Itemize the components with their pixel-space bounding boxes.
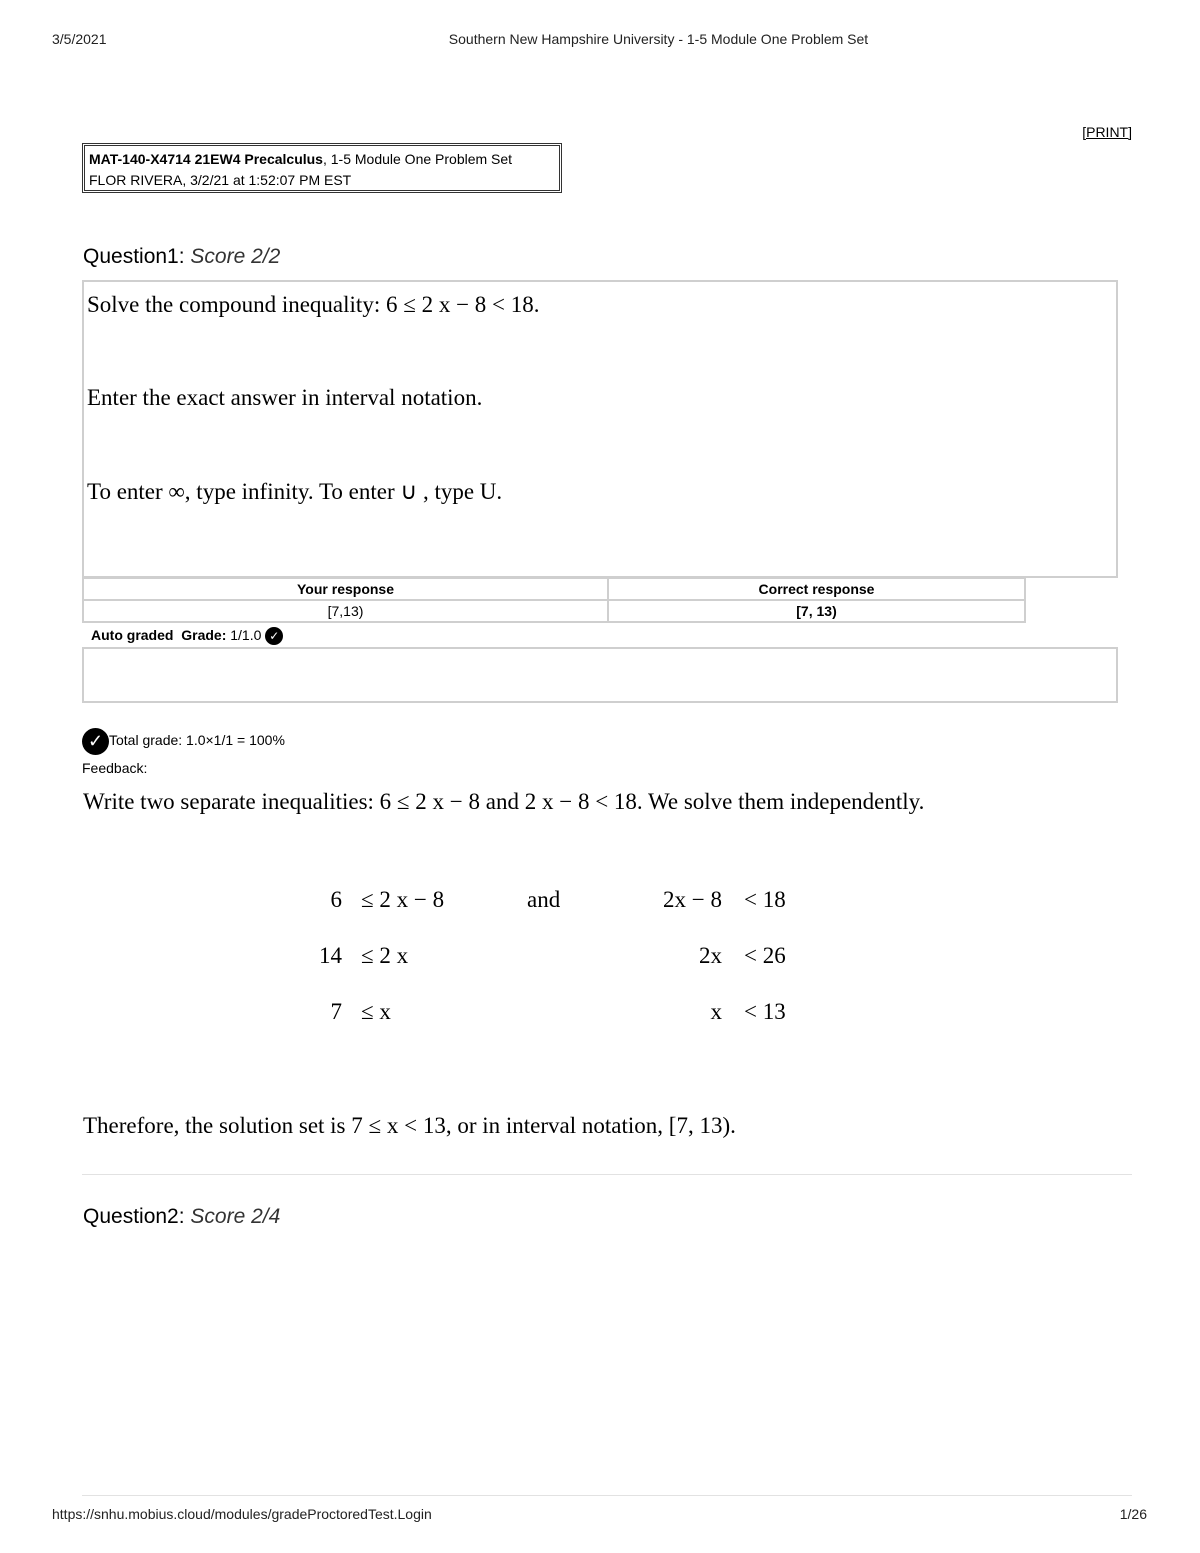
your-response-header: Your response <box>83 578 608 600</box>
step-left-rhs-2: ≤ 2 x <box>361 943 409 968</box>
step-left-rhs-3: ≤ x <box>361 999 391 1024</box>
total-grade-text: Total grade: 1.0×1/1 = 100% <box>109 732 285 749</box>
step-left-lhs-2: 14 <box>319 943 342 968</box>
feedback-intro: Write two separate inequalities: 6 ≤ 2 x − 8 and 2 x − 8 < 18. We solve them independently. <box>83 789 925 814</box>
question1-label: Question1 <box>83 245 179 268</box>
check-circle-large-icon: ✓ <box>82 728 109 755</box>
step-right-rhs-1: < 18 <box>744 887 786 912</box>
response-table-row <box>83 600 1025 622</box>
question1-prompt-box <box>82 280 1118 578</box>
step-right-rhs-2: < 26 <box>744 943 786 968</box>
grade-line <box>91 627 283 645</box>
grade-value: 1/1.0 <box>230 627 262 643</box>
step-right-lhs-1: 2x − 8 <box>663 887 722 912</box>
footer-divider <box>82 1495 1132 1496</box>
footer-url: https://snhu.mobius.cloud/modules/gradeProctoredTest.Login <box>52 1506 432 1522</box>
step-and: and <box>527 887 561 912</box>
page-header-title: Southern New Hampshire University - 1-5 Module One Problem Set <box>448 31 869 47</box>
step-left-lhs-3: 7 <box>330 999 342 1024</box>
question1-prompt-line1: Solve the compound inequality: 6 ≤ 2 x − 8 < 18. <box>87 292 540 317</box>
question2-score: Score 2/4 <box>190 1205 281 1228</box>
question2-label: Question2 <box>83 1205 179 1228</box>
question2-title: Question2: Score 2/4 <box>83 1205 281 1228</box>
correct-response-header: Correct response <box>608 578 1025 600</box>
student-line: FLOR RIVERA, 3/2/21 at 1:52:07 PM EST <box>89 172 352 188</box>
course-info-box <box>82 143 562 193</box>
step-right-rhs-3: < 13 <box>744 999 786 1024</box>
response-table-header <box>83 578 1025 600</box>
step-left-lhs-1: 6 <box>330 887 342 912</box>
question-divider <box>82 1174 1132 1175</box>
grade-label: Grade: <box>181 627 227 643</box>
course-line <box>89 149 555 170</box>
footer-page-number: 1/26 <box>1119 1506 1147 1522</box>
question1-score: Score 2/2 <box>190 245 281 268</box>
question1-title: Question1: Score 2/2 <box>83 245 281 268</box>
print-date: 3/5/2021 <box>52 31 107 47</box>
correct-response-cell: [7, 13) <box>608 600 1025 622</box>
comment-box <box>82 647 1118 703</box>
feedback-conclusion: Therefore, the solution set is 7 ≤ x < 13, or in interval notation, [7, 13). <box>83 1113 736 1138</box>
check-circle-icon: ✓ <box>265 627 283 645</box>
step-right-lhs-3: x <box>710 999 722 1024</box>
auto-graded-label: Auto graded <box>91 627 174 643</box>
step-right-lhs-2: 2x <box>699 943 722 968</box>
assignment-name: , 1-5 Module One Problem Set <box>322 151 513 167</box>
course-name: MAT-140-X4714 21EW4 Precalculus <box>89 151 323 167</box>
your-response-cell: [7,13) <box>83 600 608 622</box>
response-table <box>82 577 1026 623</box>
question1-prompt-line3: To enter ∞, type infinity. To enter ∪ , type U. <box>87 479 503 504</box>
total-grade-line <box>82 728 285 755</box>
question1-prompt-line2: Enter the exact answer in interval notation. <box>87 385 483 410</box>
print-link[interactable]: [PRINT] <box>1082 124 1132 140</box>
step-left-rhs-1: ≤ 2 x − 8 <box>361 887 445 912</box>
feedback-label: Feedback: <box>82 760 148 776</box>
